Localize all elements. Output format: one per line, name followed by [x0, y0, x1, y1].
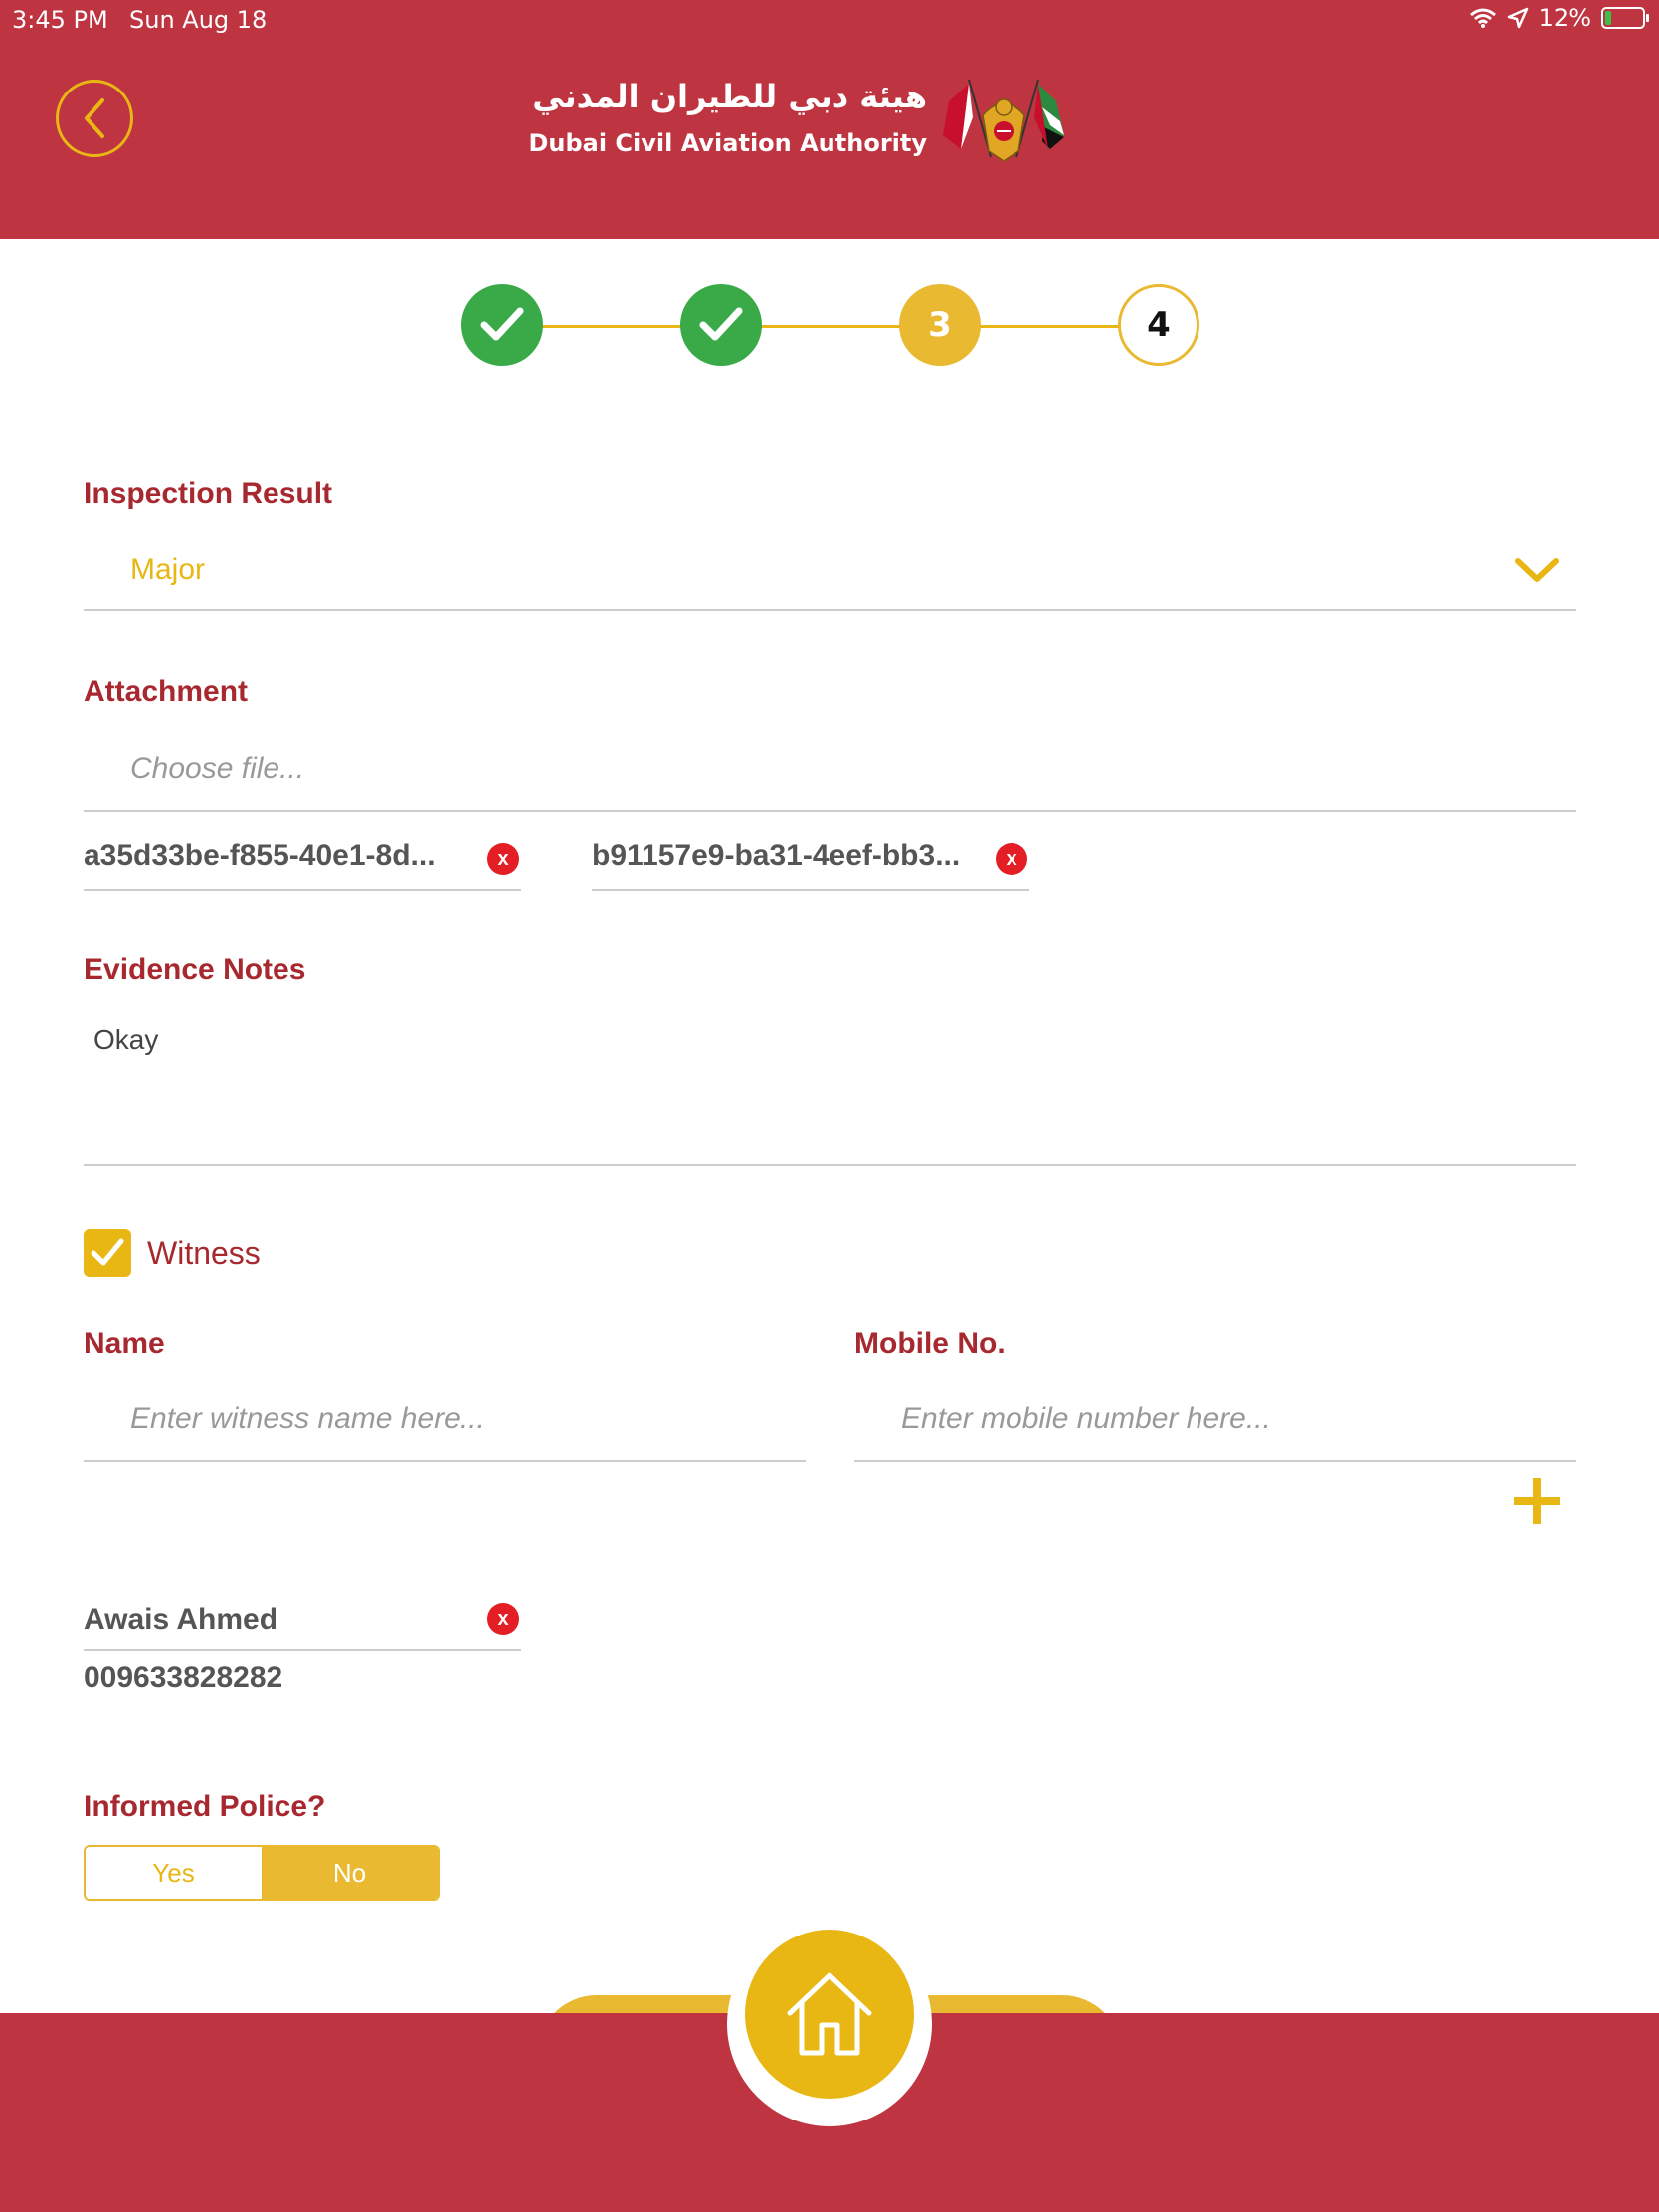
mobile-label: Mobile No. — [854, 1327, 1006, 1360]
inspection-result-label: Inspection Result — [84, 477, 333, 510]
add-witness-button[interactable] — [1512, 1476, 1562, 1526]
stepper-connector — [539, 325, 682, 328]
status-bar — [0, 0, 1659, 40]
mobile-underline — [854, 1460, 1576, 1462]
chevron-down-icon[interactable] — [1512, 553, 1562, 587]
informed-police-label: Informed Police? — [84, 1790, 326, 1823]
witness-label[interactable]: Witness — [147, 1235, 261, 1271]
inspection-result-underline — [84, 609, 1576, 611]
home-icon — [782, 1969, 877, 2059]
attachment-filename: a35d33be-f855-40e1-8d... — [84, 839, 436, 872]
attachment-label: Attachment — [84, 675, 249, 708]
chevron-left-icon — [79, 96, 110, 140]
uae-emblem-icon — [939, 78, 1068, 163]
stepper-connector — [758, 325, 901, 328]
attachment-file-input[interactable]: Choose file... — [130, 752, 305, 785]
status-indicators — [1469, 4, 1645, 32]
witness-mobile-input[interactable]: Enter mobile number here... — [901, 1402, 1271, 1435]
chip-underline — [84, 889, 521, 891]
witness-entry-name: Awais Ahmed — [84, 1603, 278, 1636]
name-underline — [84, 1460, 806, 1462]
battery-icon — [1601, 7, 1645, 29]
home-button[interactable] — [745, 1930, 914, 2099]
stepper-connector — [977, 325, 1120, 328]
evidence-notes-label: Evidence Notes — [84, 953, 306, 986]
dcaa-logo — [528, 78, 1068, 163]
evidence-notes-textarea[interactable]: Okay — [93, 1024, 159, 1055]
battery-percent: 12% — [1538, 4, 1591, 32]
witness-name-input[interactable]: Enter witness name here... — [130, 1402, 485, 1435]
informed-police-toggle[interactable] — [84, 1845, 440, 1901]
logo-arabic-text: هيئة دبي للطيران المدني — [532, 78, 927, 115]
checkmark-icon — [480, 307, 524, 343]
chip-underline — [592, 889, 1029, 891]
option-yes[interactable]: Yes — [86, 1847, 262, 1899]
step-4-pending[interactable]: 4 — [1118, 284, 1199, 366]
location-arrow-icon — [1507, 7, 1529, 29]
step-2-done[interactable] — [680, 284, 762, 366]
status-date: Sun Aug 18 — [129, 6, 268, 34]
remove-attachment-button[interactable]: x — [487, 843, 519, 875]
logo-english-text: Dubai Civil Aviation Authority — [528, 129, 927, 157]
back-button[interactable] — [56, 80, 133, 157]
attachment-chip-2 — [592, 837, 1029, 893]
inspection-result-value[interactable]: Major — [130, 553, 206, 586]
remove-witness-button[interactable]: x — [487, 1603, 519, 1635]
progress-stepper — [460, 284, 1198, 368]
remove-attachment-button[interactable]: x — [996, 843, 1027, 875]
checkmark-icon — [91, 1238, 124, 1268]
evidence-notes-underline — [84, 1164, 1576, 1166]
step-1-done[interactable] — [461, 284, 543, 366]
witness-entry-mobile: 009633828282 — [84, 1661, 283, 1694]
status-time: 3:45 PM — [12, 6, 108, 34]
step-3-active[interactable]: 3 — [899, 284, 981, 366]
witness-entry-underline — [84, 1649, 521, 1651]
wifi-icon — [1469, 7, 1497, 29]
attachment-chip-1 — [84, 837, 521, 893]
name-label: Name — [84, 1327, 165, 1360]
attachment-underline — [84, 810, 1576, 812]
attachment-filename: b91157e9-ba31-4eef-bb3... — [592, 839, 961, 872]
witness-checkbox[interactable] — [84, 1229, 131, 1277]
option-no[interactable]: No — [262, 1847, 438, 1899]
app-header — [0, 0, 1659, 239]
checkmark-icon — [699, 307, 743, 343]
